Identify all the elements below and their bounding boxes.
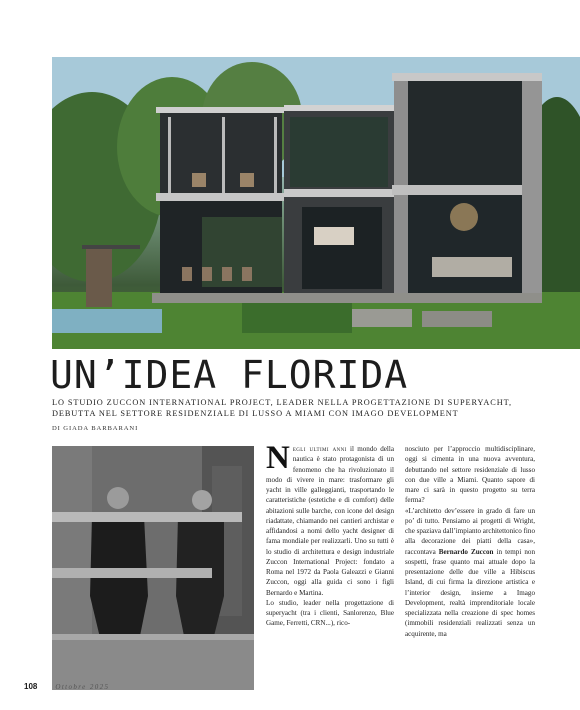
body-paragraph: nosciuto per l’approccio multidisciplinare, oggi si cimenta in una nuova avventura, debuttando nel settore residenziale di lusso con due ville a Miami. Quanto sapore di mare ci sarà in questo progetto su terra ferma? (405, 445, 535, 505)
body-paragraph: Lo studio, leader nella progettazione di superyacht (tra i clienti, Sanlorenzo, Blue Game, Ferretti, CRN...), rico- (266, 598, 394, 628)
page-folio (24, 676, 109, 694)
page-number: 108 (24, 682, 38, 691)
body-column-1 (266, 440, 394, 629)
bold-name: Bernardo Zuccon (438, 547, 494, 556)
hero-photo-villa (52, 57, 580, 349)
drop-cap: N (266, 440, 290, 476)
body-text: «L’architetto dev’essere in grado di fare un po’ di tutto. Pensiamo ai progetti di Wright, che spaziava dall’impianto architettonico fino alla decorazione dei piatti della casa», raccontava (405, 506, 536, 556)
issue-date: Ottobre 2025 (55, 683, 110, 691)
lead-in-text: egli ultimi anni (292, 445, 347, 453)
body-column-2 (405, 444, 535, 639)
portrait-photo-designers (52, 446, 254, 690)
article-title: UN’IDEA FLORIDA (50, 353, 409, 397)
article-byline: DI GIADA BARBARANI (52, 425, 139, 432)
article-subtitle: LO STUDIO ZUCCON INTERNATIONAL PROJECT, LEADER NELLA PROGETTAZIONE DI SUPERYACHT, DEBUTTA NEL SETTORE RESIDENZIALE DI LUSSO A MIAMI CON IMAGO DEVELOPMENT (52, 398, 512, 418)
body-text: in tempi non sospetti, frase quanto mai attuale dopo la presentazione delle due ville a Hibiscus Island, di cui firma la direzione artistica e l’interior design, insieme a Imago Development, realtà imprenditoriale locale specializzata nella creazione di spec homes (immobili residenziali realizzati senza un acquirente, ma (405, 547, 535, 638)
body-text: il mondo della nautica è stato protagonista di un fenomeno che ha rivoluzionato il modo di vivere in mare: trasformare gli yacht in ville galleggianti, trasportando le caratteristiche (estetiche e di comfort) delle abitazioni sulle barche, con icone del design riadattate, chiamando nei cantieri archistar e affidandosi a nomi dello yacht designer di fama mondiale per realizzarli. Uno su tutti è lo studio di architettura e design industriale Zuccon International Project: fondato a Roma nel 1972 da Paola Galeazzi e Gianni Zuccon, oggi alla guida ci sono i figli Bernardo e Martina. (266, 445, 394, 597)
